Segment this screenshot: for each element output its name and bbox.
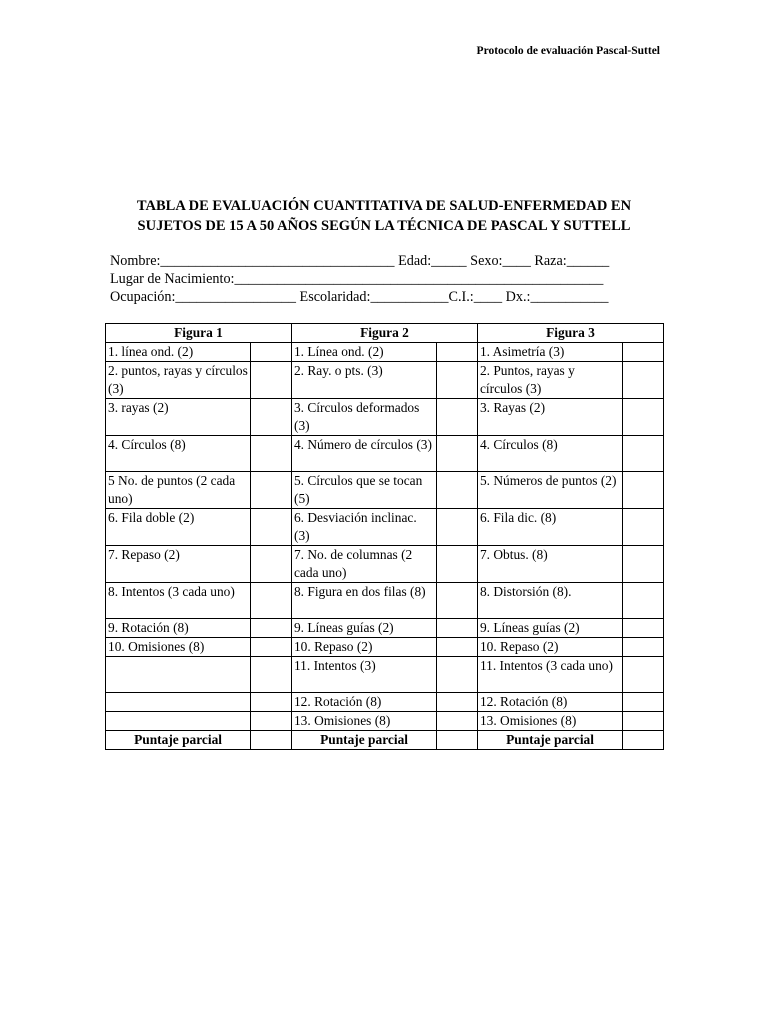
table-row [106,657,664,693]
item-cell-figura-3: 1. Asimetría (3) [477,343,622,362]
score-cell[interactable] [251,712,292,731]
score-cell[interactable] [623,712,664,731]
table-header-row [106,324,664,343]
score-cell[interactable] [623,436,664,472]
score-cell-total-2[interactable] [437,731,478,750]
score-cell[interactable] [623,546,664,583]
item-cell-figura-1: 5 No. de puntos (2 cada uno) [106,472,251,509]
score-cell[interactable] [623,693,664,712]
score-cell[interactable] [251,619,292,638]
item-cell-figura-3: 12. Rotación (8) [477,693,622,712]
field-line-occupation: Ocupación:_________________ Escolaridad:___________C.I.:____ Dx.:___________ [110,289,609,305]
score-cell[interactable] [437,657,478,693]
score-cell[interactable] [437,712,478,731]
score-cell[interactable] [437,343,478,362]
score-cell[interactable] [623,399,664,436]
item-cell-figura-2: 12. Rotación (8) [291,693,436,712]
item-cell-figura-3: 3. Rayas (2) [477,399,622,436]
item-cell-figura-1: 10. Omisiones (8) [106,638,251,657]
score-cell[interactable] [623,638,664,657]
score-cell[interactable] [251,546,292,583]
score-cell[interactable] [437,399,478,436]
item-cell-figura-1 [106,712,251,731]
score-cell[interactable] [437,638,478,657]
score-cell[interactable] [437,693,478,712]
table-row [106,638,664,657]
item-cell-figura-3: 5. Números de puntos (2) [477,472,622,509]
field-line-name: Nombre:_________________________________ Edad:_____ Sexo:____ Raza:______ [110,253,610,269]
score-cell[interactable] [251,509,292,546]
page-title [100,196,668,236]
score-cell[interactable] [437,583,478,619]
item-cell-figura-3: 11. Intentos (3 cada uno) [477,657,622,693]
score-cell[interactable] [437,546,478,583]
item-cell-figura-2: 6. Desviación inclinac. (3) [291,509,436,546]
table-row [106,712,664,731]
score-cell[interactable] [437,436,478,472]
footer-puntaje-2: Puntaje parcial [291,731,436,750]
item-cell-figura-2: 8. Figura en dos filas (8) [291,583,436,619]
item-cell-figura-3: 6. Fila dic. (8) [477,509,622,546]
score-cell-total-1[interactable] [251,731,292,750]
item-cell-figura-3: 2. Puntos, rayas y círculos (3) [477,362,622,399]
item-cell-figura-3: 13. Omisiones (8) [477,712,622,731]
table-row [106,472,664,509]
table-row [106,693,664,712]
item-cell-figura-1: 6. Fila doble (2) [106,509,251,546]
item-cell-figura-1: 8. Intentos (3 cada uno) [106,583,251,619]
item-cell-figura-2: 1. Línea ond. (2) [291,343,436,362]
table-row [106,399,664,436]
item-cell-figura-2: 2. Ray. o pts. (3) [291,362,436,399]
score-cell[interactable] [251,399,292,436]
subject-info-fields [110,252,658,306]
score-cell[interactable] [251,693,292,712]
score-cell[interactable] [437,472,478,509]
header-figura-3: Figura 3 [477,324,663,343]
table-footer-row [106,731,664,750]
score-cell[interactable] [623,362,664,399]
item-cell-figura-2: 7. No. de columnas (2 cada uno) [291,546,436,583]
table-row [106,583,664,619]
score-cell[interactable] [251,583,292,619]
item-cell-figura-3: 8. Distorsión (8). [477,583,622,619]
title-line-2: SUJETOS DE 15 A 50 AÑOS SEGÚN LA TÉCNICA DE PASCAL Y SUTTELL [137,218,631,234]
title-line-1: TABLA DE EVALUACIÓN CUANTITATIVA DE SALUD-ENFERMEDAD EN [136,198,632,214]
item-cell-figura-1: 9. Rotación (8) [106,619,251,638]
item-cell-figura-3: 7. Obtus. (8) [477,546,622,583]
score-cell[interactable] [251,638,292,657]
item-cell-figura-2: 9. Líneas guías (2) [291,619,436,638]
footer-puntaje-3: Puntaje parcial [477,731,622,750]
score-cell[interactable] [437,509,478,546]
item-cell-figura-2: 4. Número de círculos (3) [291,436,436,472]
score-cell[interactable] [623,472,664,509]
table-row [106,343,664,362]
item-cell-figura-1: 3. rayas (2) [106,399,251,436]
item-cell-figura-1: 4. Círculos (8) [106,436,251,472]
table-row [106,509,664,546]
item-cell-figura-1 [106,657,251,693]
header-figura-2: Figura 2 [291,324,477,343]
score-cell[interactable] [623,583,664,619]
table-row [106,362,664,399]
item-cell-figura-3: 9. Líneas guías (2) [477,619,622,638]
score-cell[interactable] [437,362,478,399]
table-body [106,343,664,731]
item-cell-figura-3: 10. Repaso (2) [477,638,622,657]
item-cell-figura-1 [106,693,251,712]
item-cell-figura-2: 13. Omisiones (8) [291,712,436,731]
score-cell[interactable] [623,657,664,693]
score-cell[interactable] [437,619,478,638]
score-cell[interactable] [623,509,664,546]
score-cell[interactable] [623,619,664,638]
table-row [106,619,664,638]
score-cell[interactable] [251,472,292,509]
page-header: Protocolo de evaluación Pascal-Suttel [476,45,660,57]
score-cell-total-3[interactable] [623,731,664,750]
score-cell[interactable] [251,436,292,472]
item-cell-figura-3: 4. Círculos (8) [477,436,622,472]
score-cell[interactable] [623,343,664,362]
item-cell-figura-2: 10. Repaso (2) [291,638,436,657]
score-cell[interactable] [251,343,292,362]
score-cell[interactable] [251,362,292,399]
table-row [106,546,664,583]
item-cell-figura-1: 2. puntos, rayas y círculos (3) [106,362,251,399]
item-cell-figura-1: 1. línea ond. (2) [106,343,251,362]
item-cell-figura-2: 11. Intentos (3) [291,657,436,693]
item-cell-figura-2: 3. Círculos deformados (3) [291,399,436,436]
score-cell[interactable] [251,657,292,693]
evaluation-table [105,323,664,750]
table-row [106,436,664,472]
item-cell-figura-1: 7. Repaso (2) [106,546,251,583]
header-figura-1: Figura 1 [106,324,292,343]
footer-puntaje-1: Puntaje parcial [106,731,251,750]
item-cell-figura-2: 5. Círculos que se tocan (5) [291,472,436,509]
field-line-birthplace: Lugar de Nacimiento:____________________________________________________ [110,271,604,287]
